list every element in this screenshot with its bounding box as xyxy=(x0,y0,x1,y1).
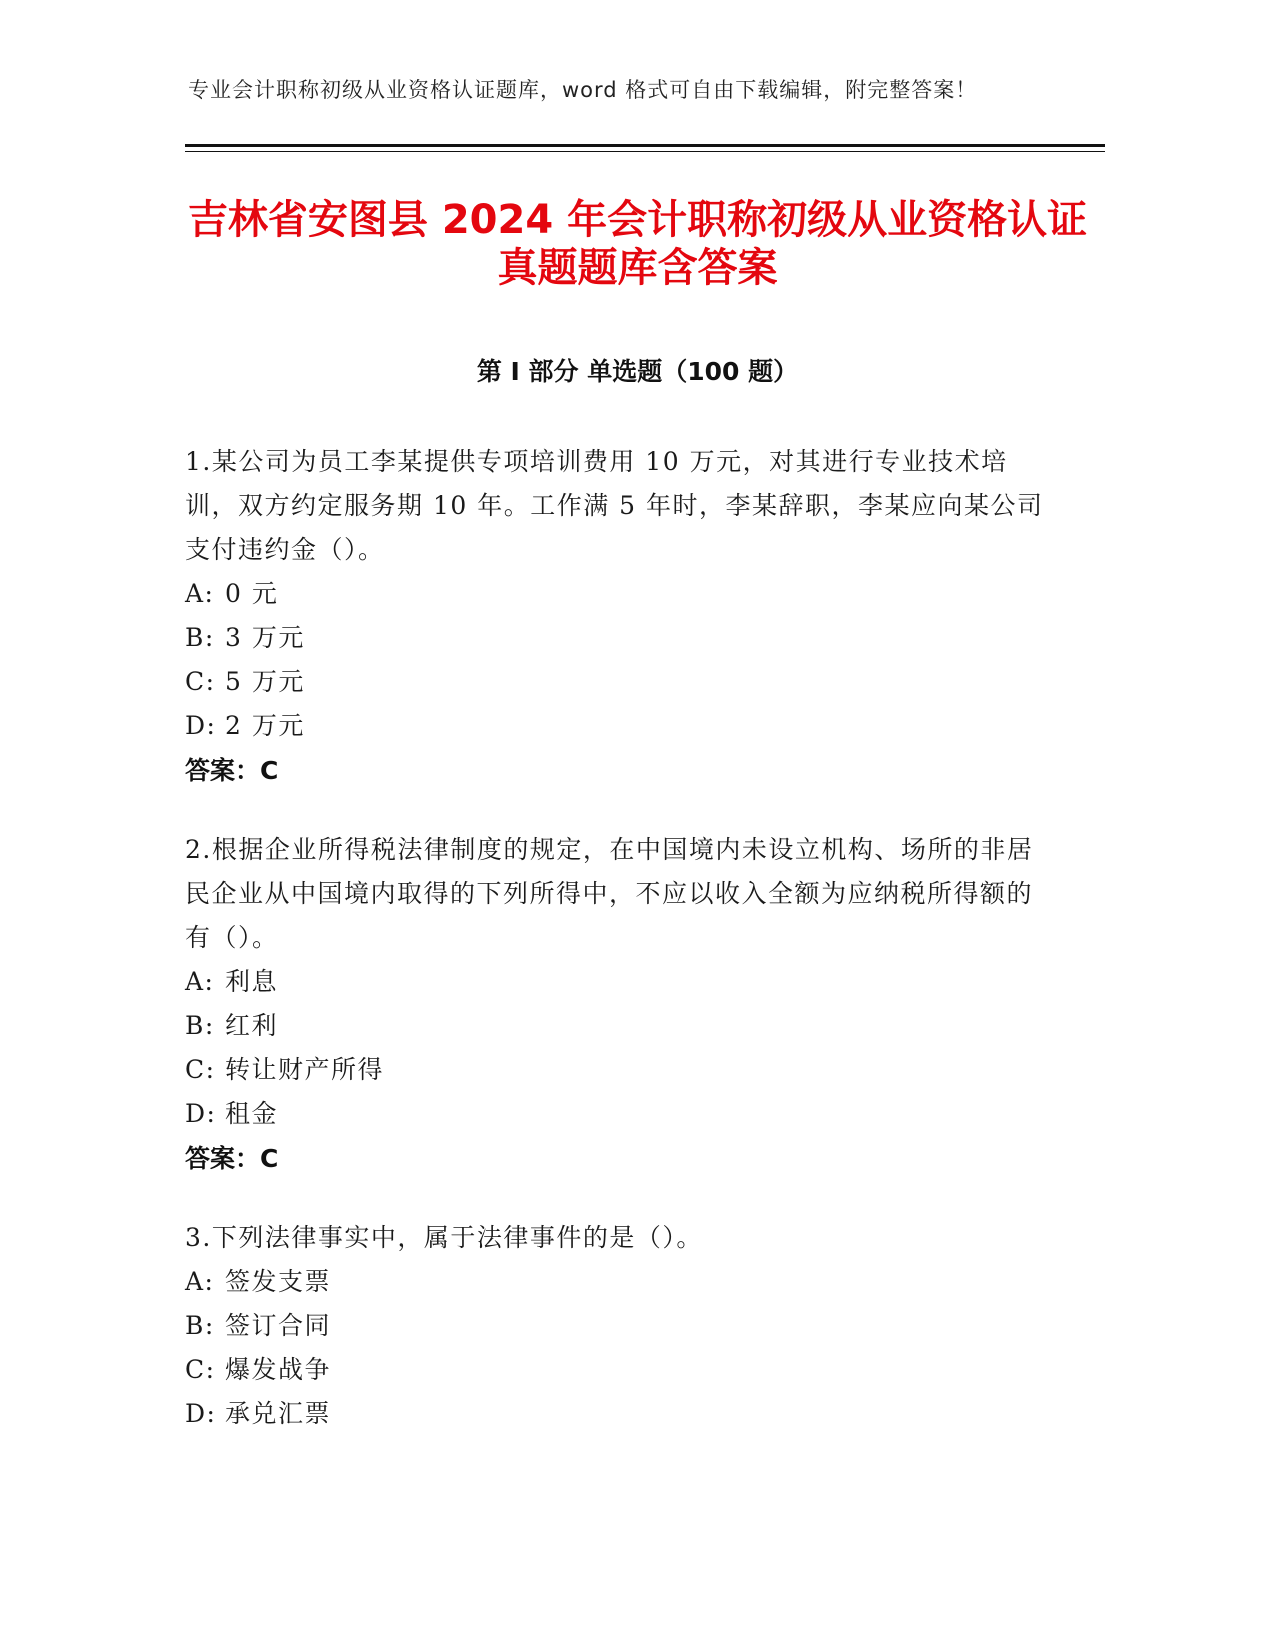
header-note: 专业会计职称初级从业资格认证题库，word 格式可自由下载编辑，附完整答案！ xyxy=(188,78,978,102)
option-a xyxy=(185,1260,1055,1304)
question-stem: 下列法律事实中，属于法律事件的是（）。 xyxy=(211,1223,703,1252)
option-text: 3 万元 xyxy=(225,623,305,652)
header-rule-thin xyxy=(185,151,1105,152)
answer: 答案：C xyxy=(185,1144,279,1173)
option-b xyxy=(185,1304,1055,1348)
option-a xyxy=(185,572,1055,616)
answer: 答案：C xyxy=(185,756,279,785)
option-text: 租金 xyxy=(225,1099,279,1128)
option-text: 签发支票 xyxy=(225,1267,332,1296)
option-letter: C: xyxy=(185,1055,216,1084)
option-letter: D: xyxy=(185,1099,217,1128)
option-text: 转让财产所得 xyxy=(225,1055,385,1084)
option-text: 承兑汇票 xyxy=(225,1399,332,1428)
question-2 xyxy=(185,828,1055,1182)
question-text xyxy=(185,440,1055,572)
option-b xyxy=(185,1004,1055,1048)
option-d xyxy=(185,1392,1055,1436)
question-number: 3. xyxy=(185,1223,212,1252)
option-b xyxy=(185,616,1055,660)
option-letter: A: xyxy=(185,579,215,608)
option-letter: D: xyxy=(185,1399,217,1428)
option-letter: B: xyxy=(185,1011,215,1040)
option-letter: A: xyxy=(185,1267,215,1296)
section-heading: 第 I 部分 单选题（100 题） xyxy=(476,357,799,386)
option-c xyxy=(185,1348,1055,1392)
question-number: 1. xyxy=(185,447,212,476)
option-text: 红利 xyxy=(225,1011,279,1040)
option-letter: A: xyxy=(185,967,215,996)
option-letter: C: xyxy=(185,1355,216,1384)
option-d xyxy=(185,704,1055,748)
option-letter: B: xyxy=(185,623,215,652)
document-title: 吉林省安图县 2024 年会计职称初级从业资格认证真题题库含答案 xyxy=(187,197,1088,291)
question-stem: 根据企业所得税法律制度的规定，在中国境内未设立机构、场所的非居民企业从中国境内取得的下列所得中，不应以收入全额为应纳税所得额的有（）。 xyxy=(185,835,1034,952)
option-c xyxy=(185,1048,1055,1092)
option-text: 利息 xyxy=(225,967,279,996)
option-a xyxy=(185,960,1055,1004)
option-text: 5 万元 xyxy=(225,667,305,696)
option-d xyxy=(185,1092,1055,1136)
option-c xyxy=(185,660,1055,704)
option-text: 爆发战争 xyxy=(225,1355,332,1384)
question-text xyxy=(185,828,1055,960)
option-text: 0 元 xyxy=(225,579,279,608)
question-stem: 某公司为员工李某提供专项培训费用 10 万元，对其进行专业技术培训，双方约定服务期 10 年。工作满 5 年时，李某辞职，李某应向某公司支付违约金（）。 xyxy=(185,447,1044,564)
option-letter: C: xyxy=(185,667,216,696)
option-text: 2 万元 xyxy=(225,711,305,740)
option-letter: B: xyxy=(185,1311,215,1340)
question-number: 2. xyxy=(185,835,212,864)
question-text xyxy=(185,1216,1055,1260)
question-3 xyxy=(185,1216,1055,1436)
question-1 xyxy=(185,440,1055,794)
option-letter: D: xyxy=(185,711,217,740)
question-list xyxy=(185,440,1055,1470)
option-text: 签订合同 xyxy=(225,1311,332,1340)
header-rule-thick xyxy=(185,144,1105,147)
